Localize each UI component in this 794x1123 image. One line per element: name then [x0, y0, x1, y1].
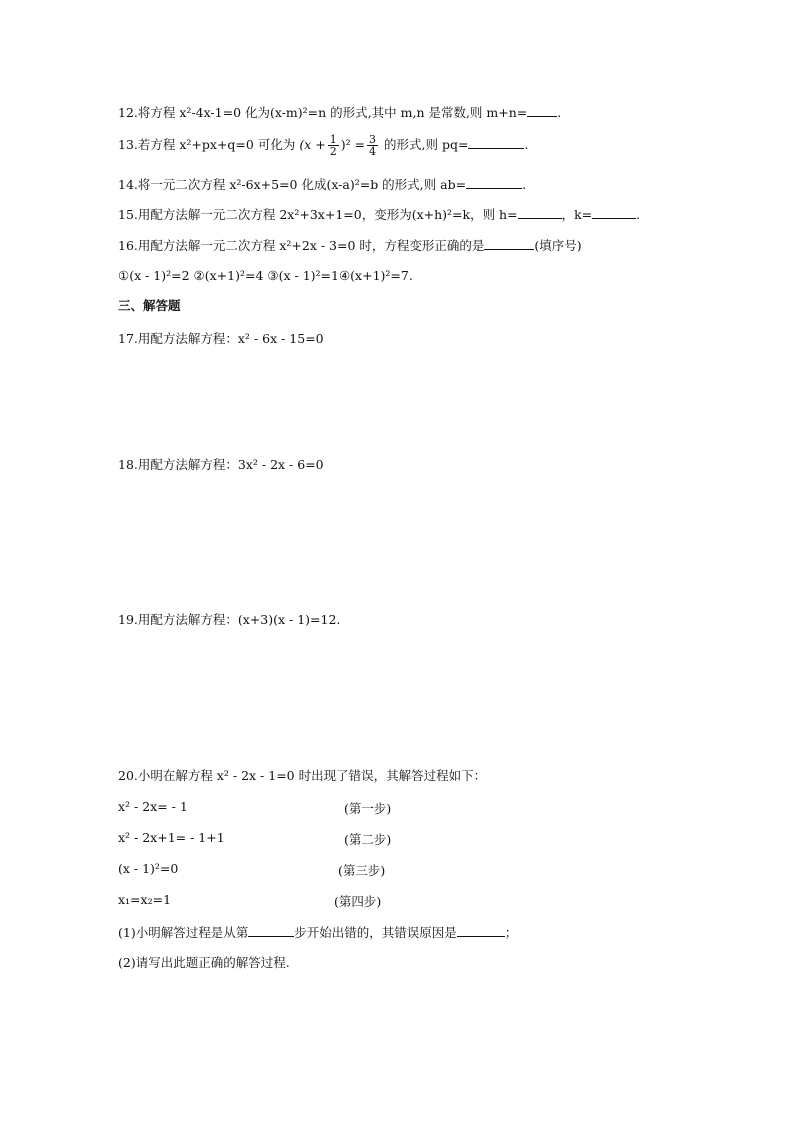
answer-blank-step[interactable]: [248, 924, 294, 937]
answer-blank[interactable]: [466, 176, 522, 189]
question-18: 18.用配方法解方程：3x² - 2x - 6=0: [118, 457, 324, 472]
answer-blank[interactable]: [468, 136, 524, 149]
solution-step-4: x₁=x₂=1: [118, 892, 172, 907]
step-label-4: (第四步): [334, 894, 382, 909]
fraction-three-quarters: $\frac{3}{4}$: [369, 133, 377, 158]
question-20-part-2: (2)请写出此题正确的解答过程.: [118, 955, 290, 970]
question-19: 19.用配方法解方程：(x+3)(x - 1)=12.: [118, 612, 341, 627]
question-20: 20.小明在解方程 x² - 2x - 1=0 时出现了错误，其解答过程如下：: [118, 768, 487, 783]
question-16-options: ①(x - 1)²=2 ②(x+1)²=4 ③(x - 1)²=1④(x+1)²=7.: [118, 268, 413, 283]
section-heading: 三、解答题: [118, 298, 181, 313]
question-13: 13.若方程 x²+px+q=0 可化为 (x + $\frac{1}{2}$ )² = $\frac{3}{4}$ 的形式,则 pq= .: [118, 133, 529, 158]
question-17: 17.用配方法解方程：x² - 6x - 15=0: [118, 331, 324, 346]
solution-step-1: x² - 2x= - 1: [118, 799, 188, 814]
question-15: 15.用配方法解一元二次方程 2x²+3x+1=0，变形为(x+h)²=k，则 h= ，k= .: [118, 207, 641, 222]
question-12: 12.将方程 x²-4x-1=0 化为(x-m)²=n 的形式,其中 m,n 是常数,则 m+n= .: [118, 105, 562, 120]
step-label-1: (第一步): [344, 801, 392, 816]
question-14: 14.将一元二次方程 x²-6x+5=0 化成(x-a)²=b 的形式,则 ab= .: [118, 177, 527, 192]
answer-blank[interactable]: [484, 237, 534, 250]
answer-blank-h[interactable]: [518, 206, 562, 219]
solution-step-2: x² - 2x+1= - 1+1: [118, 830, 225, 845]
answer-blank[interactable]: [527, 104, 557, 117]
answer-blank-k[interactable]: [592, 206, 636, 219]
solution-step-3: (x - 1)²=0: [118, 861, 179, 876]
question-20-part-1: (1)小明解答过程是从第 步开始出错的，其错误原因是 ；: [118, 925, 518, 940]
step-label-2: (第二步): [344, 832, 392, 847]
answer-blank-reason[interactable]: [457, 924, 505, 937]
step-label-3: (第三步): [338, 863, 386, 878]
fraction-one-half: $\frac{1}{2}$: [329, 133, 337, 158]
question-16: 16.用配方法解一元二次方程 x²+2x - 3=0 时，方程变形正确的是 (填序号): [118, 238, 582, 253]
